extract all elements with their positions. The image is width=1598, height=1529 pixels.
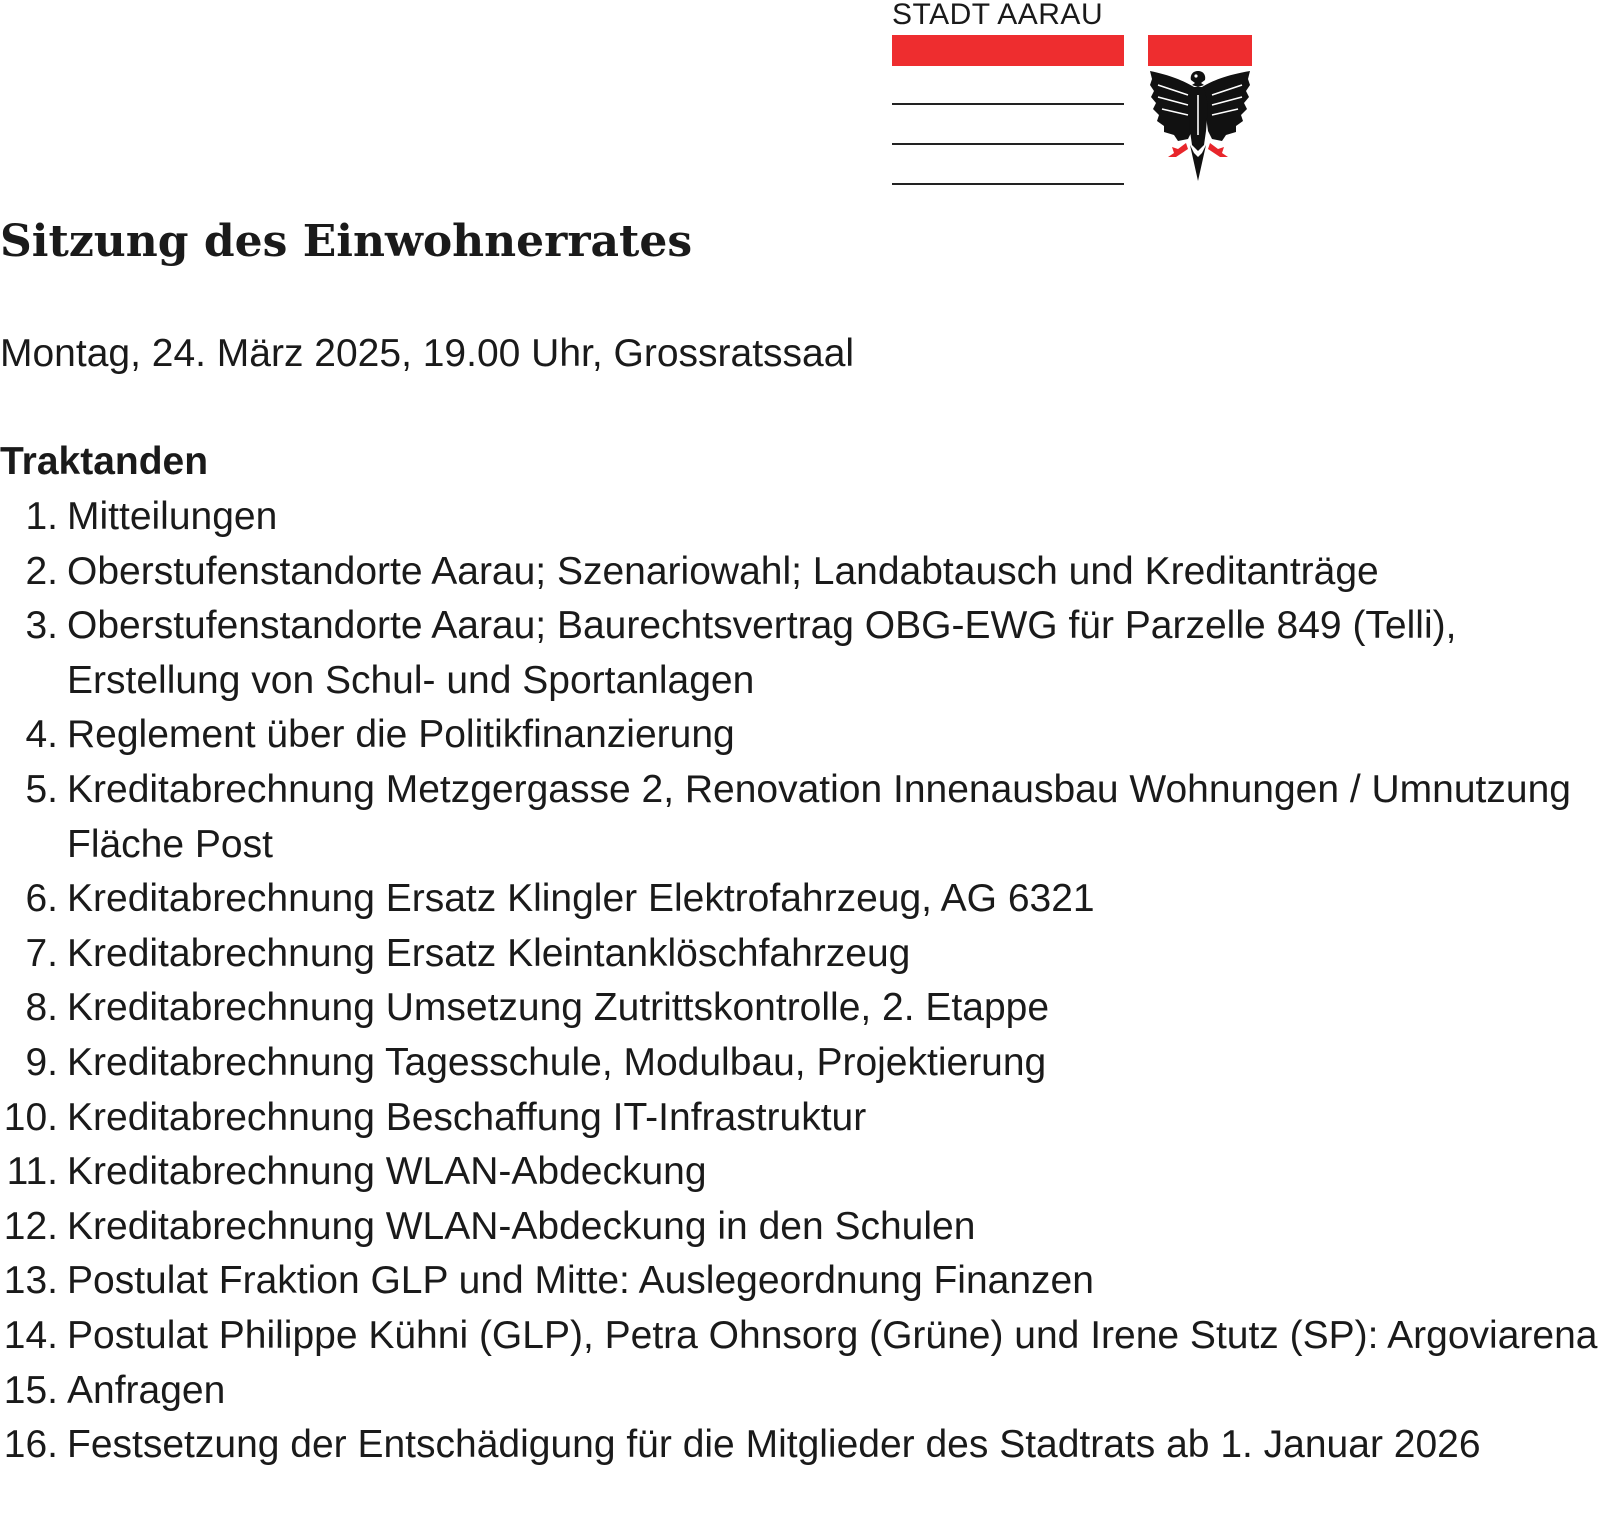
agenda-item-number-text: 14.: [3, 1313, 58, 1357]
agenda-item-number-text: 9.: [25, 1040, 58, 1084]
agenda-item-number-text: 1.: [25, 495, 58, 538]
agenda-item: [0, 490, 1598, 545]
agenda-item-text: Festsetzung der Entschädigung für die Mitglieder des Stadtrats ab 1. Januar 2026: [67, 1423, 1481, 1467]
logo-red-bar: [892, 35, 1124, 66]
agenda-item-number-text: 11.: [6, 1150, 58, 1194]
agenda-item-number-text: 8.: [25, 986, 58, 1030]
agenda-item-number-text: 7.: [25, 931, 58, 975]
agenda-item-number-text: 16.: [3, 1423, 58, 1467]
stadt-aarau-logo: [892, 0, 1257, 185]
agenda-item: [0, 1309, 1598, 1364]
agenda-item-text: Kreditabrechnung Metzgergasse 2, Renovation Innenausbau Wohnungen / Umnutzung Fläche Post: [67, 767, 1571, 866]
logo-line: [892, 103, 1124, 105]
agenda-item-number: [0, 1036, 67, 1091]
agenda-item-number: [0, 981, 67, 1036]
agenda-item-text: Oberstufenstandorte Aarau; Baurechtsvertrag OBG-EWG für Parzelle 849 (Telli), Erstellung von Schul- und Sportanlagen: [67, 604, 1457, 702]
agenda-item-text: Kreditabrechnung Tagesschule, Modulbau, Projektierung: [67, 1040, 1047, 1084]
agenda-item-text: Kreditabrechnung Ersatz Kleintanklöschfahrzeug: [67, 931, 911, 975]
eagle-crest-icon: [1148, 35, 1252, 183]
agenda-item-text: Anfragen: [67, 1368, 226, 1412]
agenda-item-number: [0, 1254, 67, 1309]
agenda-item-number-text: 2.: [25, 549, 58, 593]
agenda-item-number-text: 15.: [3, 1368, 58, 1412]
agenda-item-number: [0, 1309, 67, 1364]
agenda-item: [0, 1418, 1598, 1473]
agenda-item-number-text: 5.: [25, 767, 58, 811]
agenda-item-number-text: 4.: [25, 713, 58, 757]
agenda-item: [0, 1036, 1598, 1091]
agenda-list: [0, 490, 1598, 1473]
agenda-item-number: [0, 545, 67, 600]
agenda-item-number-text: 12.: [3, 1204, 58, 1248]
logo-line: [892, 143, 1124, 145]
agenda-item: [0, 708, 1598, 763]
agenda-item-number: [0, 763, 67, 872]
agenda-item-text: Oberstufenstandorte Aarau; Szenariowahl; Landabtausch und Kreditanträge: [67, 549, 1379, 593]
agenda-item-number: [0, 708, 67, 763]
agenda-item: [0, 927, 1598, 982]
logo-line: [892, 183, 1124, 185]
agenda-item-number: [0, 1364, 67, 1419]
agenda-item-number: [0, 1418, 67, 1473]
page-title: Sitzung des Einwohnerrates: [0, 216, 693, 267]
agenda-item-number-text: 10.: [3, 1095, 58, 1139]
agenda-item: [0, 872, 1598, 927]
agenda-item-number: [0, 1145, 67, 1200]
agenda-item: [0, 763, 1598, 872]
meeting-date-location: Montag, 24. März 2025, 19.00 Uhr, Grossratssaal: [0, 332, 855, 375]
agenda-item: [0, 1200, 1598, 1255]
agenda-item: [0, 599, 1598, 708]
agenda-item: [0, 1145, 1598, 1200]
agenda-item-number-text: 6.: [25, 877, 58, 921]
agenda-heading: Traktanden: [0, 440, 209, 483]
agenda-item-number: [0, 872, 67, 927]
agenda-item-text: Kreditabrechnung Umsetzung Zutrittskontrolle, 2. Etappe: [67, 986, 1050, 1030]
agenda-item-text: Kreditabrechnung Beschaffung IT-Infrastruktur: [67, 1095, 867, 1139]
agenda-item-number: [0, 1200, 67, 1255]
agenda-item-number: [0, 927, 67, 982]
agenda-item-text: Reglement über die Politikfinanzierung: [67, 713, 735, 757]
agenda-item-text: Kreditabrechnung WLAN-Abdeckung in den Schulen: [67, 1204, 976, 1248]
agenda-item-number: [0, 490, 67, 545]
agenda-item: [0, 1364, 1598, 1419]
agenda-item-number-text: 3.: [25, 604, 58, 648]
agenda-item-number: [0, 599, 67, 708]
agenda-item-text: Postulat Fraktion GLP und Mitte: Auslegeordnung Finanzen: [67, 1259, 1094, 1303]
agenda-item: [0, 1254, 1598, 1309]
agenda-item-text: Mitteilungen: [67, 495, 278, 538]
agenda-item: [0, 545, 1598, 600]
agenda-item-text: Kreditabrechnung Ersatz Klingler Elektrofahrzeug, AG 6321: [67, 877, 1095, 921]
logo-text: STADT AARAU: [892, 0, 1104, 31]
agenda-item-number-text: 13.: [3, 1259, 58, 1303]
agenda-item-text: Kreditabrechnung WLAN-Abdeckung: [67, 1150, 707, 1194]
agenda-item-text: Postulat Philippe Kühni (GLP), Petra Ohnsorg (Grüne) und Irene Stutz (SP): Argoviarena: [67, 1313, 1598, 1357]
agenda-item: [0, 981, 1598, 1036]
agenda-item: [0, 1091, 1598, 1146]
agenda-item-number: [0, 1091, 67, 1146]
